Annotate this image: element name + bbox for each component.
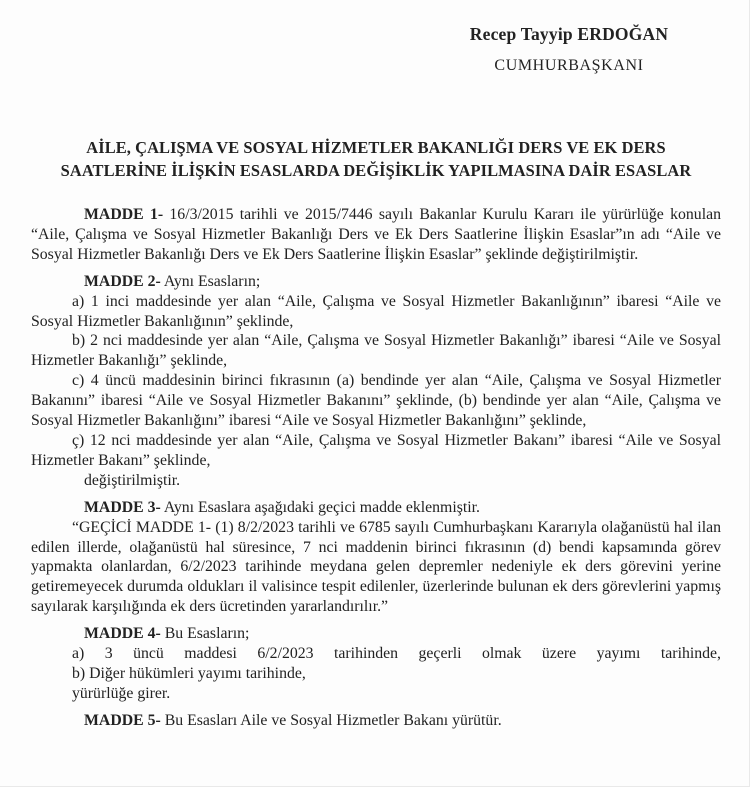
article-2-label: MADDE 2- (84, 272, 161, 290)
article-2-item-b (31, 331, 721, 371)
signatory-name: Recep Tayyip ERDOĞAN (469, 24, 669, 44)
document-title (31, 137, 721, 182)
article-2-item-c-text: c) 4 üncü maddesinin birinci fıkrasının (a) bendinde yer alan “Aile, Çalışma ve Sosyal Hizmetler Bakanını” ibaresi “Aile ve Sosyal Hizmetler Bakanını” şeklinde, (b) bendinde yer alan “Aile, Çalışma ve Sosyal Hizmetler Bakanlığını” ibaresi “Aile ve Sosyal Hizmetler Bakanlığını” şeklinde, (31, 372, 721, 430)
article-2-item-b-text: b) 2 nci maddesinde yer alan “Aile, Çalışma ve Sosyal Hizmetler Bakanlığı” ibaresi “Aile ve Sosyal Hizmetler Bakanlığı” şeklinde, (31, 332, 721, 370)
provisional-article-text: “GEÇİCİ MADDE 1- (1) 8/2/2023 tarihli ve 6785 sayılı Cumhurbaşkanı Kararıyla olağanüstü hal ilan edilen illerde, olağanüstü hal süresince, 7 nci maddenin birinci fıkrasının (d) bendi kapsamında görev yapmakta olanlardan, 6/2/2023 tarihinde meydana gelen depremler nedeniyle ek ders görevini yerine getiremeyecek durumda oldukları il valisince tespit edilenler, üzerlerinde bulunan ek ders görevlerini yapmış sayılarak karşılığında ek ders ücretinden yararlandırılır.” (31, 518, 721, 616)
document-title-line-1: AİLE, ÇALIŞMA VE SOSYAL HİZMETLER BAKANLIĞI DERS VE EK DERS (86, 138, 666, 157)
article-4-label: MADDE 4- (84, 625, 161, 643)
article-4-item-b (31, 664, 721, 684)
provisional-article-paragraph (31, 518, 721, 618)
article-4-paragraph (31, 624, 721, 644)
article-4-closing (31, 684, 721, 704)
article-5-label: MADDE 5- (84, 711, 161, 729)
article-2-item-a (31, 292, 721, 332)
article-2-closing-text: değiştirilmiştir. (84, 471, 181, 489)
article-4-closing-text: yürürlüğe girer. (72, 684, 171, 702)
article-4-text: Bu Esasların; (160, 625, 250, 643)
article-2-item-c (31, 371, 721, 431)
document-body (31, 205, 721, 731)
article-1-text: 16/3/2015 tarihli ve 2015/7446 sayılı Bakanlar Kurulu Kararı ile yürürlüğe konulan “Aile, Çalışma ve Sosyal Hizmetler Bakanlığı Ders ve Ek Ders Saatlerine İlişkin Esaslar”ın adı “Aile ve Sosyal Hizmetler Bakanlığı Ders ve Ek Ders Saatlerine İlişkin Esaslar” şeklinde değiştirilmiştir. (31, 206, 721, 263)
article-2-text: Aynı Esasların; (160, 272, 261, 290)
article-2-item-cc-text: ç) 12 nci maddesinde yer alan “Aile, Çalışma ve Sosyal Hizmetler Bakanı” ibaresi “Aile ve Sosyal Hizmetler Bakanı” şeklinde, (31, 431, 721, 469)
article-1-label: MADDE 1- (84, 206, 164, 223)
article-4-item-a-text: a) 3 üncü maddesi 6/2/2023 tarihinden geçerli olmak üzere yayımı tarihinde, (72, 645, 721, 663)
article-5-paragraph (31, 711, 721, 731)
signature-block (419, 24, 719, 75)
article-4-item-b-text: b) Diğer hükümleri yayımı tarihinde, (72, 664, 306, 682)
article-3-text: Aynı Esaslara aşağıdaki geçici madde eklenmiştir. (160, 498, 480, 516)
document-title-line-2: SAATLERİNE İLİŞKİN ESASLARDA DEĞİŞİKLİK YAPILMASINA DAİR ESASLAR (60, 160, 692, 180)
article-2-item-a-text: a) 1 inci maddesinde yer alan “Aile, Çalışma ve Sosyal Hizmetler Bakanlığının” ibaresi “Aile ve Sosyal Hizmetler Bakanlığının” şeklinde, (31, 292, 721, 330)
article-5-text: Bu Esasları Aile ve Sosyal Hizmetler Bakanı yürütür. (160, 711, 502, 729)
article-4-item-a (31, 644, 721, 664)
article-2-item-cc (31, 431, 721, 471)
article-1-paragraph (31, 205, 721, 265)
article-2-paragraph (31, 272, 721, 292)
article-3-paragraph (31, 498, 721, 518)
article-3-label: MADDE 3- (84, 498, 161, 516)
article-2-closing (31, 471, 721, 491)
signatory-title: CUMHURBAŞKANI (494, 57, 644, 74)
